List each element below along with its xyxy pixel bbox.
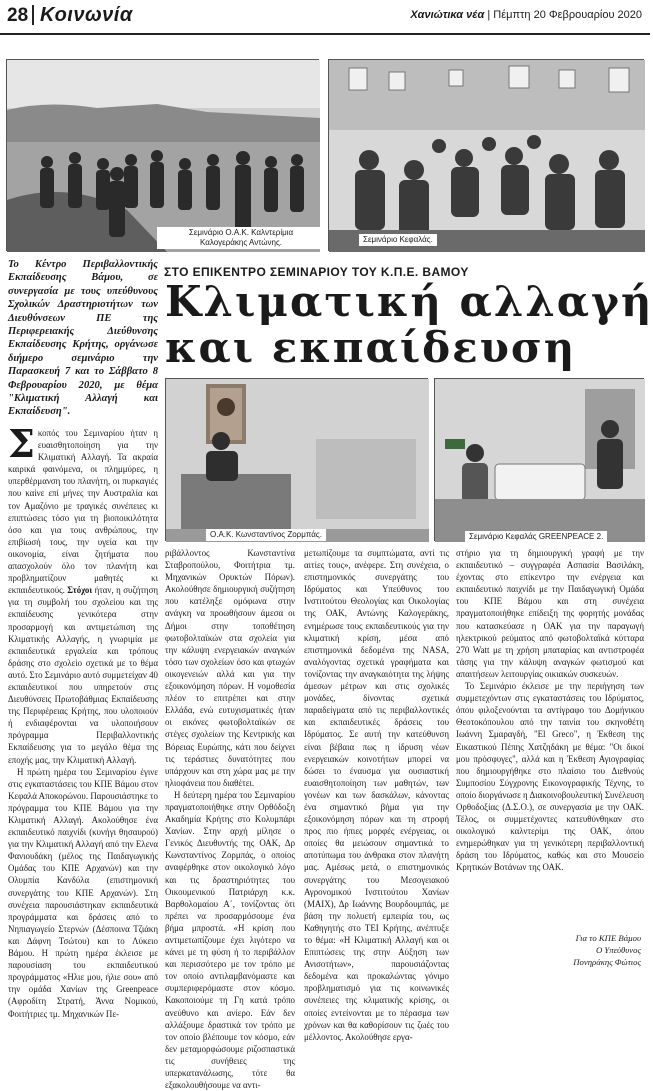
header-divider	[32, 5, 34, 25]
signature-line: Ο Υπεύθυνος	[595, 945, 641, 955]
body-paragraph: Η πρώτη ημέρα του Σεμιναρίου έγινε στις εγκαταστάσεις του ΚΠΕ Βάμου στον Κεφαλά Αποκορώνου. Παρουσιάστηκε το πρόγραμμα του ΚΠΕ Βάμου για την Κλιματική Αλλαγή. Ακολούθησε ένα εκπαιδευτικό παιχνίδι (κυνήγι θησαυρού) για την Κλιματική Αλλαγή από την Ελενα Φανιουδάκη (μέλος της Παιδαγωγικής Ομάδας του ΚΠΕ Αρχανών) και την Ολυμπία Κανδύλα (επιστημονική συνεργάτης του ΚΠΕ Αρχανών). Στη συνέχεια παρουσιάστηκαν εκπαιδευτικά προγράμματα και δράσεις από το Νηπιαγωγείο Στερνών (Δέσποινα Τζιάκη και Δάφνη Τσώτου) και το Λύκειο Βάμου. Η πρώτη ημέρα έκλεισε με παρουσίαση του εκπαιδευτικού προγράμματος «Ηλιε μου, ήλιε σου» από την ομάδα Χανίων της Greenpeace (Αφροδίτη Στρατή, Άννα Νομικού, Φοιτήτριες τμ. Μηχανικών Πε-	[8, 766, 158, 1019]
page-number: 28	[7, 5, 29, 26]
photo-seaside-group	[6, 59, 319, 251]
article-title-line-2: και εκπαίδευση	[165, 323, 577, 372]
signature-line: Πονηράκης Φώτιος	[573, 957, 641, 967]
body-text: ήταν, η συζήτηση για τη συμβολή του σχολείου και της εκπαίδευσης γενικότερα στην προσαρμογή και αντιμετώπιση της Κλιματικής Αλλαγής, η γνωριμία με εκπαιδευτικά εργαλεία και τρόπους δράσης στο σχολείο σχετικά με το θέμα αυτό. Στο Σεμινάριο αυτό συμμετείχαν 40 εκπαιδευτικοί που υπηρετούν στις Διευθύνσεις Πρωτοβάθμιας Εκπαίδευσης της Περιφέρειας Κρήτης, που υλοποιούν ή ενδιαφέρονται να υλοποιήσουν πρόγραμμα Περιβαλλοντικής Εκπαίδευσης για το μεγάλο θέμα της εποχής μας, την Κλιματική Αλλαγή.	[8, 585, 158, 765]
drop-cap: Σ	[8, 421, 35, 466]
caption-line: Σεμινάριο Ο.Α.Κ. Καλντερίμια	[188, 228, 294, 237]
section-title: Κοινωνία	[40, 4, 133, 26]
article-column-2	[165, 547, 295, 1091]
article-signature	[456, 932, 641, 968]
seminar-audience-image	[329, 60, 645, 252]
article-lead: Το Κέντρο Περιβαλλοντικής Εκπαίδευσης Βάμου, σε συνεργασία με τους υπεύθυνους Σχολικών Δραστηριοτήτων των Διευθύνσεων ΠΕ της Περιφερειακής Διεύθυνσης Εκπαίδευσης Κρήτης, οργάνωσε διήμερο σεμινάριο την Παρασκευή 7 και το Σάββατο 8 Φεβρουαρίου 2020, με θέμα "Κλιματική Αλλαγή και Εκπαίδευση".	[8, 259, 158, 418]
article-title-line-1: Κλιματική αλλαγή	[165, 277, 653, 326]
photo-caption-1	[157, 227, 325, 249]
photo-caption-3: Ο.Α.Κ. Κωνσταντίνος Ζορμπάς.	[206, 529, 326, 541]
body-text-bold: Στόχοι	[67, 585, 93, 596]
body-paragraph: μετωπίζουμε τα συμπτώματα, αντί τις αιτίες τους», ανέφερε. Στη συνέχεια, ο επιστημονικός συνεργάτης του Ιδρύματος και Υπεύθυνος του Ινστιτούτου Θεολογίας και Οικολογίας της ΟΑΚ, Αντώνης Καλογεράκης, ενημέρωσε τους εκπαιδευτικούς για την κλιματική κρίση, μέσα από επιστημονικά δεδομένα της NASA, αναλόγοντας σχετικά γραφήματα και τονίζοντας την αναγκαιότητα της λήψης άμεσων μέτρων και στις σχολικές μονάδες, δίνοντας σχετικά παραδείγματα από τις περιβαλλοντικές και εκπαιδευτικές δράσεις του Ιδρύματος. Σε αυτή την κατεύθυνση είναι βέβαια πως η ίδρυση νέων ενεργειακών κοινοτήτων μπορεί να δώσει το έναυσμα για ουσιαστική ευαισθητοποίηση των μαθητών, των γονέων και των δασκάλων, κάνοντας ένα σημαντικό βήμα για την εξοικονόμηση πόρων και τη στροφή προς πιο ήπιες μορφές ενέργειας, οι οποίες θα μειώσουν σημαντικά το αποτύπωμα του άνθρακα στον πλανήτη μας. Αμέσως μετά, ο επιστημονικός συνεργάτης του Μεσογειακού Αγρονομικού Ινστιτούτου Χανίων (ΜΑΙΧ), Δρ Ιωάννης Βουρδουμπάς, με βάση την πολυετή εμπειρία του, ως Καθηγητής στο ΤΕΙ Κρήτης, ανέπτυξε το θέμα: «Η Κλιματική Αλλαγή και οι Επιπτώσεις της στην Αύξηση των Ανισοτήτων», παρουσιάζοντας δεδομένα και προκαλώντας γόνιμο προβληματισμό για τις κοινωνικές συνέπειες της κλιματικής κρίσης, οι οποίες εντείνονται με το πέρασμα των χρόνων και θα καθορίσουν τις ζωές του μέλλοντος. Ακολούθησε εργα-	[304, 548, 449, 1042]
header-separator: |	[487, 9, 494, 21]
masthead-info	[410, 9, 642, 21]
body-paragraph: Το Σεμινάριο έκλεισε με την περιήγηση των συμμετεχόντων στις εγκαταστάσεις του Ιδρύματος, όπου φιλοξενούνται τα αντίγραφο του Δομήνικου Θεοτοκόπουλου από την ταινία του σκηνοθέτη Ιωάννη Σμαραγδή, "El Greco", η Έκθεση της Εικαστικού Πέπης Χατζηδάκη με θέμα: "Οι δικοί μου πρόσφυγες", αλλά και η Έκθεση Αγιογραφίας που δημιουργήθηκε στο πλαίσιο του Διεθνούς Συμποσίου Σύγχρονης Εικονογραφικής Τέχνης, το οποίο διοργάνωσε η Διακοινοβουλευτική Συνέλευση Ορθοδοξίας (Δ.Σ.Ο.), σε συνεργασία με την ΟΑΚ. Τέλος, οι συμμετέχοντες κατευθύνθηκαν στο οικολογικό καλντερίμι της ΟΑΚ, όπου ενημερώθηκαν για τη γενικότερη περιβαλλοντική δράση του Ιδρύματος, καθώς και στο Μουσείο Κρητικών Βοτάνων της ΟΑΚ.	[456, 681, 644, 873]
speaker-image	[166, 379, 429, 542]
photo-seminar-audience	[328, 59, 644, 251]
body-paragraph: Η δεύτερη ημέρα του Σεμιναρίου πραγματοποιήθηκε στην Ορθόδοξη Ακαδημία Κρήτης στο Κολυμπάρι Χανίων. Στην αρχή μίλησε ο Γενικός Διευθυντής της ΟΑΚ, Δρ Κωνσταντίνος Ζορμπάς, ο οποίος αναφέρθηκε στον οικολογικό λόγο και τις δραστηριότητες του Οικουμενικού Πατριάρχη κ.κ. Βαρθολομαίου Α΄, τονίζοντας ότι πρέπει να προσαρμόσουμε ένα βήμα μπροστά. «Η κρίση που αντιμετωπίζουμε έχει λιγότερο να κάνει με τη φύση ή το περιβάλλον και περισσότερο με τον τρόπο με τον οποίο αντιλαμβανόμαστε και συμπεριφερόμαστε στον κόσμο. Κακοποιούμε τη Γη κατά τρόπο ανεύθυνο και ανίερο. Εάν δεν αλλάξουμε δραστικά τον τρόπο με τον οποίο βλέπουμε τον κόσμο, εάν δεν μεταμορφώσουμε ριζοσπαστικά τις συνήθειες της υπερκατανάλωσης, τότε θα εξακολουθήσουμε να αντι-	[165, 789, 295, 1091]
caption-line: Καλογεράκης Αντώνης.	[199, 238, 283, 247]
article-kicker: ΣΤΟ ΕΠΙΚΕΝΤΡΟ ΣΕΜΙΝΑΡΙΟΥ ΤΟΥ Κ.Π.Ε. ΒΑΜΟΥ	[164, 265, 469, 279]
photo-caption-4: Σεμινάριο Κεφαλάς GREENPEACE 2.	[465, 531, 607, 543]
article-column-1	[8, 421, 158, 1019]
greenpeace-image	[435, 379, 645, 542]
header-rule	[0, 33, 650, 35]
photo-speaker	[165, 378, 428, 541]
seaside-group-image	[7, 60, 320, 252]
page-header	[0, 0, 650, 34]
body-paragraph: ριβάλλοντος Κωνσταντίνα Σταβροπούλου, Φοιτήτρια τμ. Μηχανικών Ορυκτών Πόρων). Ακολούθησε δημιουργική συζήτηση που κατέληξε ομόφωνα στην ανάγκη να προωθήσουν άμεσα οι Δήμοι στην τοποθέτηση φωτοβολταϊκών στα σχολεία για την κάλυψη ενεργειακών αναγκών τόσο των σχολείων όσο και φτωχών οικογενειών αλλά και για την εξοικονόμηση πόρων. Η νομοθεσία πλέον το επιτρέπει και στην Ελλάδα, ενώ ευτυχισματικές ήταν οι εικόνες φωτοβολταϊκών σε στέγες σχολείων της Κεντρικής και Βόρειας Ευρώπης, κάτι που δείχνει τις τεράστιες δυνατότητες που υπάρχουν και στη χώρα μας με την ηλιοφάνεια που διαθέτει.	[165, 548, 295, 788]
signature-line: Για το ΚΠΕ Βάμου	[575, 933, 641, 943]
body-paragraph: στήριο για τη δημιουργική γραφή με την εκπαιδευτικό – συγγραφέα Ασπασία Βασιλάκη, έχοντας στο επίκεντρο την ενέργεια και εκπαιδευτικό παιχνίδι με την Παιδαγωγική Ομάδα του ΚΠΕ Βάμου και στη συνέχεια πραγματοποιήθηκε επίδειξη της φορητής μονάδας που κατασκεύασε η ΟΑΚ για την παραγωγή ηλεκτρικού ρεύματος από φωτοβολταϊκά κύτταρα 270 Watt με τη χρήση μπαταρίας και αντιστροφέα τάσης για την κάλυψη αναγκών φωτισμού και απαιτήσεων λειτουργίας οικιακών συσκευών.	[456, 548, 644, 679]
article-column-3	[304, 547, 449, 1042]
issue-date: Πέμπτη 20 Φεβρουαρίου 2020	[493, 9, 642, 21]
photo-caption-2: Σεμινάριο Κεφαλάς.	[359, 234, 437, 246]
article-column-4	[456, 547, 644, 927]
photo-greenpeace	[434, 378, 644, 541]
body-text: κοπός του Σεμιναρίου ήταν η ευαισθητοποίηση για την Κλιματική Αλλαγή. Τα ακραία καιρικά φαινόμενα, οι πλημμύρες, η υπερθέρμανση του πλανήτη, οι πυρκαγιές που καίνε επί μήνες την Αυστραλία και τον Αμαζόνιο με τραγικές συνέπειες κι επιπτώσεις τόσο για τη βιοποικιλότητα όσο και για τους ανθρώπους, την επιβίωσή τους, την υγεία και την οικονομία, είναι ζητήματα που απασχολούν όλο τον πλανήτη και προβληματίζουν μαθητές κι εκπαιδευτικούς.	[8, 428, 158, 596]
paper-name: Χανιώτικα νέα	[410, 9, 485, 21]
